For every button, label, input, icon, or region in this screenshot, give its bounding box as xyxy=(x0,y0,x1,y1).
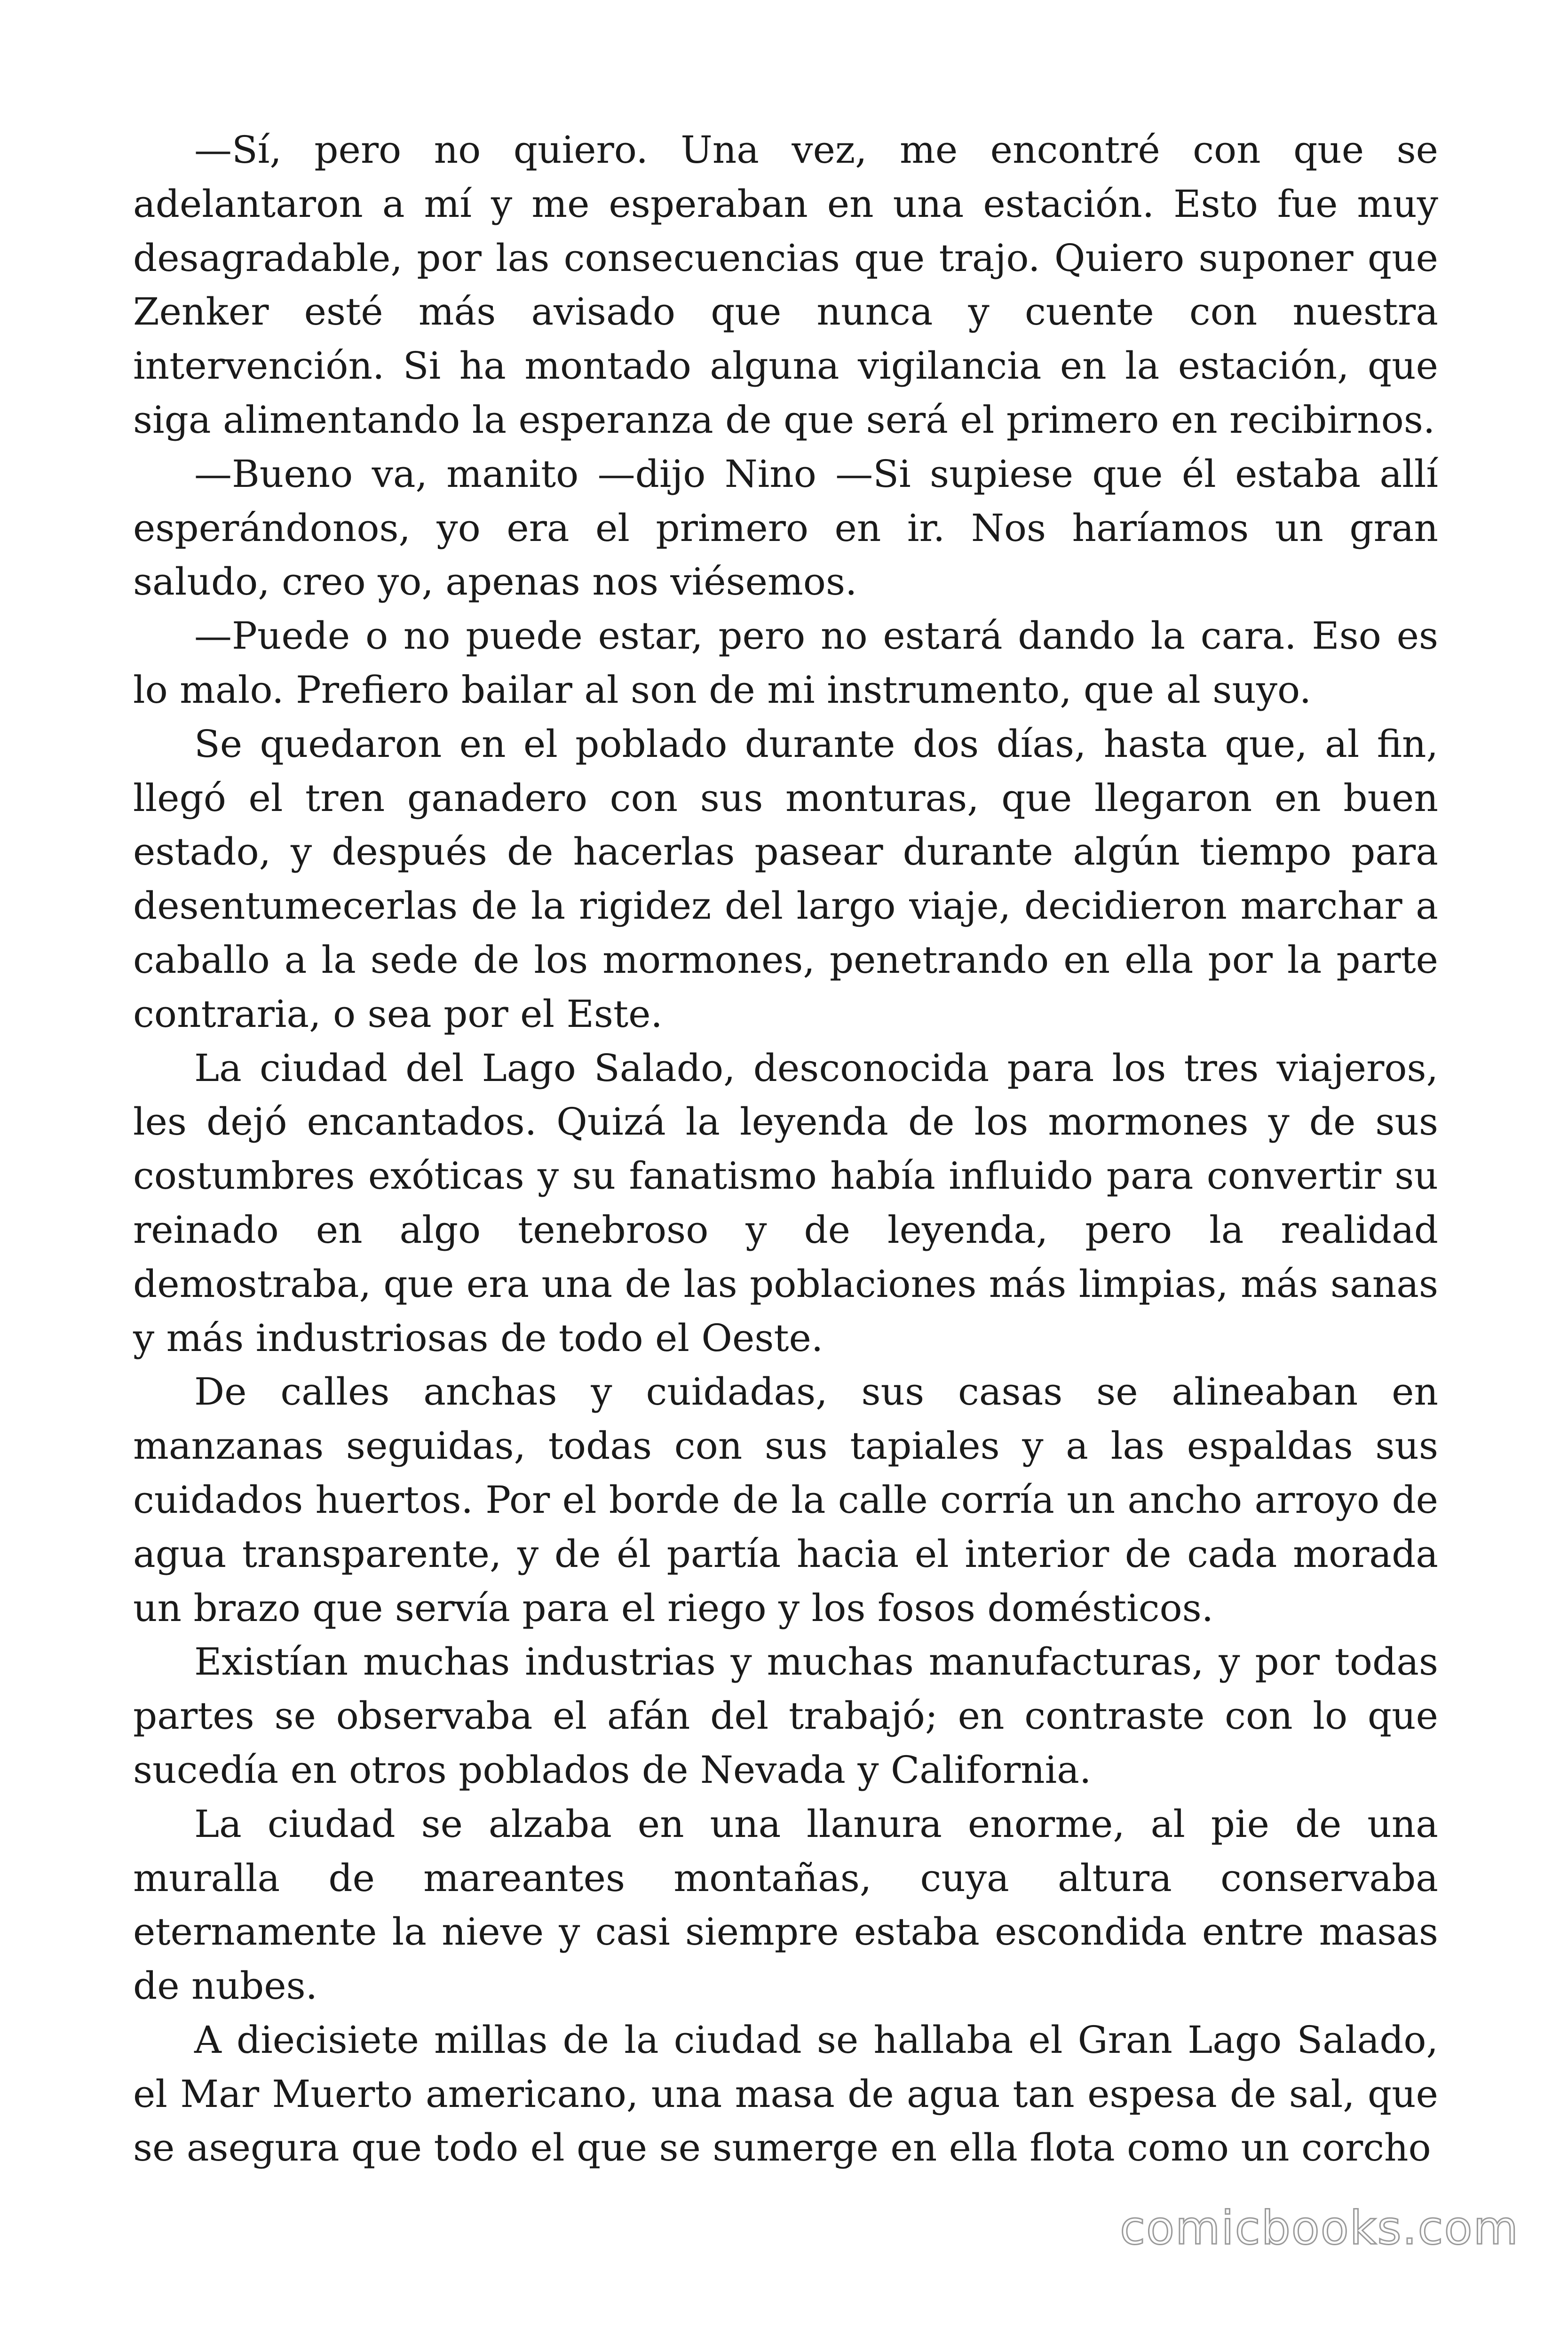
paragraph-1: —Sí, pero no quiero. Una vez, me encontré con que se adelantaron a mí y me esperaban en una estación. Esto fue muy desagradable, por las consecuencias que trajo. Quiero suponer que Zenker esté más avisado que nunca y cuente con nuestra intervención. Si ha montado alguna vigilancia en la estación, que siga alimentando la esperanza de que será el primero en recibirnos. xyxy=(133,128,1438,442)
paragraph-6: De calles anchas y cuidadas, sus casas se alineaban en manzanas seguidas, todas con sus tapiales y a las espaldas sus cuidados huertos. Por el borde de la calle corría un ancho arroyo de agua transparente, y de él partía hacia el interior de cada morada un brazo que servía para el riego y los fosos domésticos. xyxy=(133,1370,1438,1630)
paragraph-8: La ciudad se alzaba en una llanura enorme, al pie de una muralla de mareantes montañas, cuya altura conservaba eternamente la nieve y casi siempre estaba escondida entre masas de nubes. xyxy=(133,1802,1438,2008)
paragraph-4: Se quedaron en el poblado durante dos días, hasta que, al fin, llegó el tren ganadero con sus monturas, que llegaron en buen estado, y después de hacerlas pasear durante algún tiempo para desentumecerlas de la rigidez del largo viaje, decidieron marchar a caballo a la sede de los mormones, penetrando en ella por la parte contraria, o sea por el Este. xyxy=(133,722,1438,1036)
watermark: comicbooks.com xyxy=(1120,2201,1519,2255)
paragraph-7: Existían muchas industrias y muchas manufacturas, y por todas partes se observaba el afán del trabajó; en contraste con lo que sucedía en otros poblados de Nevada y California. xyxy=(133,1640,1438,1792)
paragraph-2: —Bueno va, manito —dijo Nino —Si supiese que él estaba allí esperándonos, yo era el primero en ir. Nos haríamos un gran saludo, creo yo, apenas nos viésemos. xyxy=(133,452,1438,604)
paragraph-3: —Puede o no puede estar, pero no estará dando la cara. Eso es lo malo. Prefiero bailar al son de mi instrumento, que al suyo. xyxy=(133,614,1438,712)
paragraph-9: A diecisiete millas de la ciudad se hallaba el Gran Lago Salado, el Mar Muerto americano, una masa de agua tan espesa de sal, que se asegura que todo el que se sumerge en ella flota como un corcho xyxy=(133,2018,1438,2170)
paragraph-5: La ciudad del Lago Salado, desconocida para los tres viajeros, les dejó encantados. Quizá la leyenda de los mormones y de sus costumbres exóticas y su fanatismo había influido para convertir su reinado en algo tenebroso y de leyenda, pero la realidad demostraba, que era una de las poblaciones más limpias, más sanas y más industriosas de todo el Oeste. xyxy=(133,1046,1438,1360)
body-text xyxy=(133,123,1438,2175)
